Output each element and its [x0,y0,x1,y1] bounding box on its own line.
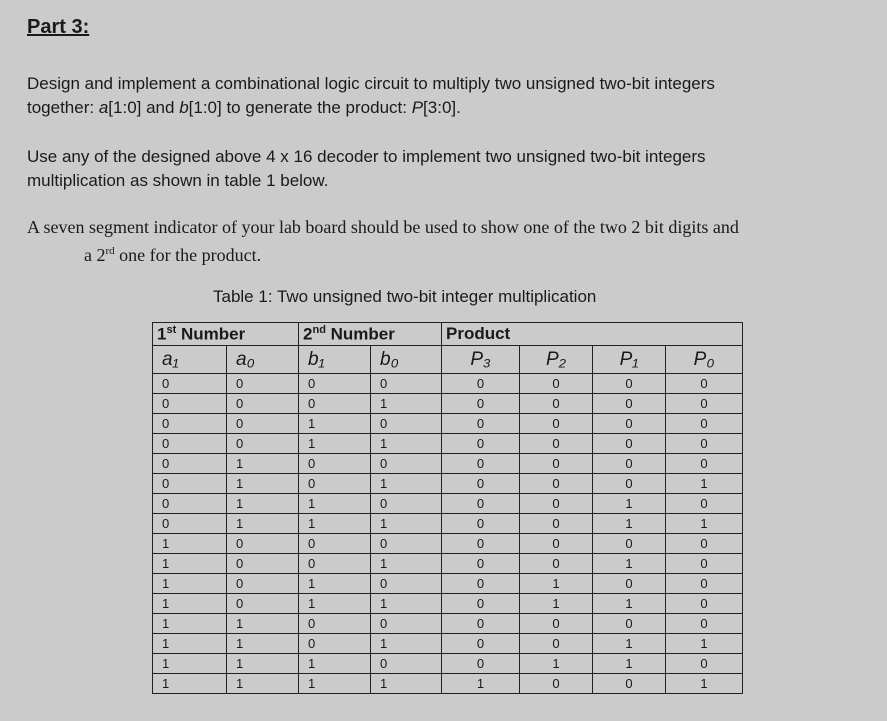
table-cell: 0 [371,654,442,674]
table-cell: 0 [299,474,371,494]
table-cell: 0 [153,394,227,414]
table-cell: 0 [442,494,520,514]
table-cell: 0 [442,454,520,474]
table-cell: 0 [299,534,371,554]
table-cell: 1 [520,574,593,594]
table-cell: 1 [299,574,371,594]
table-cell: 0 [227,394,299,414]
table-cell: 1 [299,594,371,614]
table-cell: 0 [227,374,299,394]
table-cell: 1 [153,634,227,654]
table-cell: 1 [227,474,299,494]
table-cell: 0 [593,374,666,394]
table-cell: 1 [153,654,227,674]
table-cell: 0 [520,634,593,654]
seven-segment-paragraph [27,215,877,267]
table-cell: 0 [520,494,593,514]
table-column-header [153,346,743,374]
table-cell: 0 [442,634,520,654]
table-cell: 0 [227,594,299,614]
group-header-first-number: 1st Number [153,323,299,346]
table-row [153,534,743,554]
group-header-product: Product [442,323,743,346]
table-row [153,394,743,414]
table-cell: 1 [299,514,371,534]
seven-segment-line-1: A seven segment indicator of your lab board should be used to show one of the two 2 bit digits and [27,217,739,237]
table-cell: 0 [520,674,593,694]
table-cell: 0 [520,474,593,494]
table-cell: 1 [593,634,666,654]
table-cell: 0 [520,554,593,574]
table-cell: 0 [520,374,593,394]
decoder-paragraph [27,145,867,193]
table-row [153,594,743,614]
table-cell: 1 [666,474,743,494]
decoder-line-1: Use any of the designed above 4 x 16 decoder to implement two unsigned two-bit integers [27,147,706,166]
table-row [153,634,743,654]
table-cell: 0 [442,394,520,414]
table-cell: 0 [442,654,520,674]
table-cell: 0 [593,454,666,474]
table-cell: 0 [520,434,593,454]
table-cell: 0 [442,574,520,594]
table-cell: 1 [153,574,227,594]
table-cell: 0 [593,434,666,454]
table-cell: 0 [371,614,442,634]
table-cell: 0 [666,614,743,634]
table-cell: 1 [666,674,743,694]
table-cell: 1 [153,674,227,694]
table-body [153,374,743,694]
table-row [153,414,743,434]
table-cell: 0 [593,614,666,634]
table-cell: 0 [442,534,520,554]
table-cell: 0 [442,374,520,394]
table-cell: 0 [299,374,371,394]
table-cell: 1 [227,654,299,674]
table-cell: 0 [520,454,593,474]
table-cell: 0 [520,534,593,554]
table-cell: 1 [227,494,299,514]
table-cell: 0 [227,534,299,554]
table-cell: 0 [153,474,227,494]
table-cell: 1 [227,514,299,534]
page-heading: Part 3: [27,16,90,38]
col-header-a0: a₀ [227,346,299,374]
table-cell: 0 [442,594,520,614]
table-row [153,474,743,494]
table-cell: 0 [227,434,299,454]
decoder-line-2: multiplication as shown in table 1 below. [27,171,329,190]
table-cell: 0 [153,454,227,474]
truth-table [152,322,743,694]
table-cell: 1 [520,594,593,614]
table-cell: 0 [666,454,743,474]
intro-line-2: together: a[1:0] and b[1:0] to generate the product: P[3:0]. [27,98,461,117]
table-cell: 0 [666,414,743,434]
table-cell: 1 [153,534,227,554]
table-cell: 0 [299,614,371,634]
table-cell: 0 [153,514,227,534]
table-cell: 0 [666,594,743,614]
intro-paragraph [27,72,867,120]
col-header-p0: P₀ [666,346,743,374]
table-cell: 1 [593,554,666,574]
table-cell: 0 [371,454,442,474]
table-cell: 1 [227,634,299,654]
table-cell: 0 [442,414,520,434]
table-cell: 0 [227,414,299,434]
col-header-b1: b₁ [299,346,371,374]
table-cell: 1 [299,654,371,674]
col-header-p3: P₃ [442,346,520,374]
table-cell: 0 [593,414,666,434]
table-row [153,514,743,534]
table-cell: 0 [299,554,371,574]
table-cell: 1 [442,674,520,694]
table-cell: 1 [666,514,743,534]
table-cell: 1 [299,434,371,454]
table-cell: 1 [520,654,593,674]
table-cell: 1 [371,634,442,654]
table-cell: 0 [666,534,743,554]
table-cell: 1 [299,414,371,434]
table-cell: 0 [593,674,666,694]
table-cell: 0 [666,374,743,394]
table-cell: 0 [371,494,442,514]
table-cell: 1 [593,594,666,614]
table-cell: 1 [153,594,227,614]
table-cell: 0 [666,574,743,594]
table-row [153,494,743,514]
table-cell: 0 [593,474,666,494]
table-cell: 0 [442,474,520,494]
table-cell: 1 [153,614,227,634]
table-cell: 0 [153,414,227,434]
table-cell: 0 [371,414,442,434]
table-cell: 1 [593,494,666,514]
table-row [153,454,743,474]
table-cell: 0 [666,654,743,674]
table-row [153,434,743,454]
table-cell: 0 [520,394,593,414]
table-cell: 0 [371,574,442,594]
table-row [153,574,743,594]
table-cell: 1 [371,674,442,694]
table-row [153,654,743,674]
table-cell: 0 [442,514,520,534]
table-cell: 1 [666,634,743,654]
table-cell: 0 [227,574,299,594]
table-cell: 1 [371,434,442,454]
table-group-header [153,323,743,346]
col-header-p2: P₂ [520,346,593,374]
table-cell: 1 [227,674,299,694]
table-cell: 0 [371,374,442,394]
table-row [153,554,743,574]
table-row [153,614,743,634]
col-header-p1: P₁ [593,346,666,374]
table-cell: 1 [371,594,442,614]
table-cell: 0 [520,414,593,434]
table-cell: 1 [371,514,442,534]
table-cell: 1 [227,454,299,474]
table-cell: 0 [227,554,299,574]
group-header-second-number: 2nd Number [299,323,442,346]
table-cell: 0 [299,634,371,654]
table-row [153,674,743,694]
table-cell: 0 [666,394,743,414]
col-header-b0: b₀ [371,346,442,374]
table-cell: 1 [593,654,666,674]
table-cell: 0 [666,554,743,574]
table-cell: 0 [299,454,371,474]
table-row [153,374,743,394]
table-cell: 1 [153,554,227,574]
table-cell: 0 [371,534,442,554]
table-cell: 1 [593,514,666,534]
col-header-a1: a₁ [153,346,227,374]
table-cell: 0 [442,434,520,454]
table-cell: 0 [442,554,520,574]
table-cell: 0 [442,614,520,634]
table-cell: 1 [299,674,371,694]
table-caption: Table 1: Two unsigned two-bit integer multiplication [213,287,597,306]
table-cell: 1 [371,474,442,494]
table-cell: 0 [153,494,227,514]
table-cell: 0 [666,434,743,454]
table-cell: 0 [520,614,593,634]
table-cell: 1 [371,394,442,414]
table-cell: 0 [299,394,371,414]
table-cell: 0 [593,394,666,414]
table-cell: 0 [593,574,666,594]
table-cell: 1 [299,494,371,514]
table-cell: 0 [593,534,666,554]
table-cell: 0 [153,374,227,394]
table-cell: 0 [666,494,743,514]
intro-line-1: Design and implement a combinational logic circuit to multiply two unsigned two-bit integers [27,74,715,93]
table-cell: 0 [153,434,227,454]
seven-segment-line-2: a 2rd one for the product. [84,245,262,265]
table-cell: 1 [227,614,299,634]
table-cell: 0 [520,514,593,534]
table-cell: 1 [371,554,442,574]
